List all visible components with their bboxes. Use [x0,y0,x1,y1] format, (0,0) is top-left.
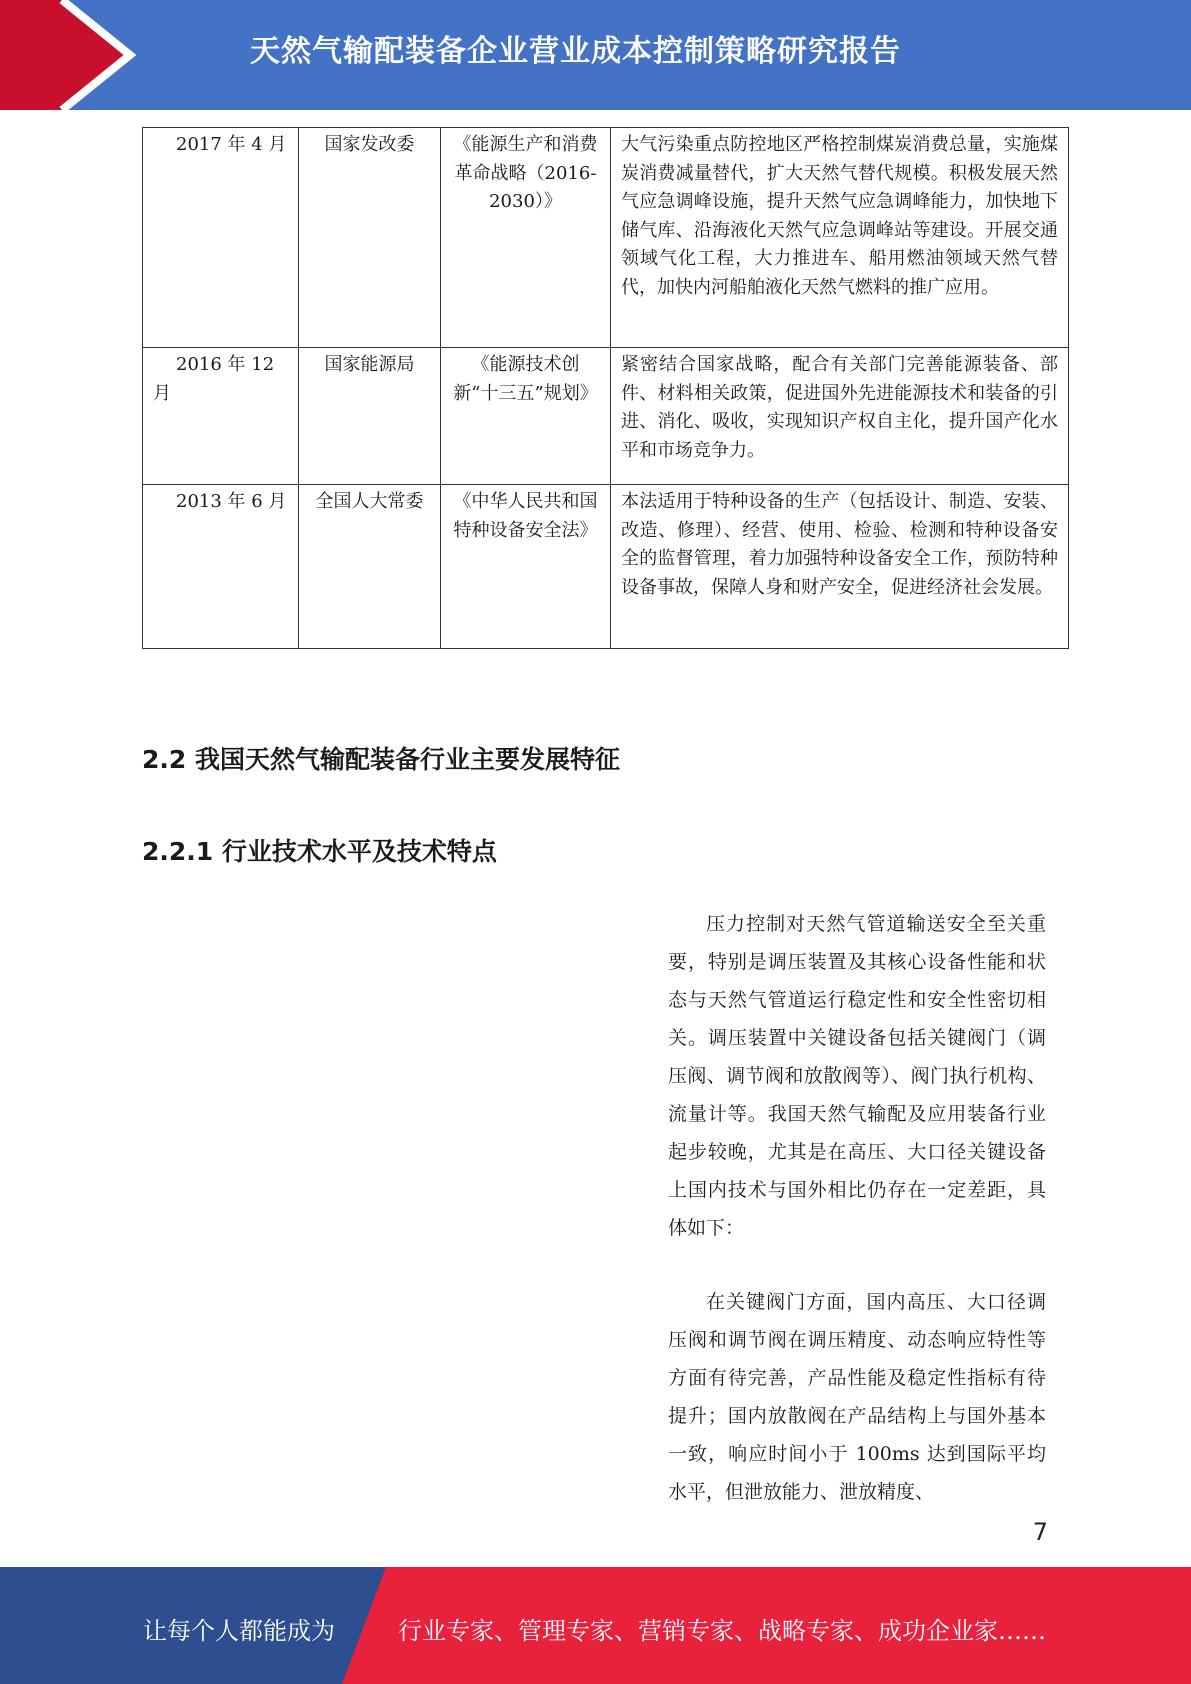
policy-content: 本法适用于特种设备的生产（包括设计、制造、安装、改造、修理）、经营、使用、检验、检测和特种设备安全的监督管理，着力加强特种设备安全工作，预防特种设备事故，保障人身和财产安全，促进经济社会发展。 [611,485,1069,649]
policy-document: 《中华人民共和国特种设备安全法》 [441,485,611,649]
policy-table [142,127,1069,649]
body-paragraph: 在关键阀门方面，国内高压、大口径调压阀和调节阀在调压精度、动态响应特性等方面有待完善，产品性能及稳定性指标有待提升；国内放散阀在产品结构上与国外基本一致，响应时间小于 100ms 达到国际平均水平，但泄放能力、泄放精度、 [668,1291,1046,1503]
table-row [143,485,1069,649]
policy-date: 2013 年 6 月 [143,485,299,649]
policy-document: 《能源生产和消费革命战略（2016-2030）》 [441,128,611,348]
policy-document: 《能源技术创新“十三五”规划》 [441,348,611,485]
subsection-heading: 2.2.1 行业技术水平及技术特点 [142,837,497,866]
footer-slogan-right: 行业专家、管理专家、营销专家、战略专家、成功企业家…… [398,1617,1046,1645]
page-footer [0,1567,1191,1684]
policy-issuer: 国家发改委 [299,128,441,348]
section-heading: 2.2 我国天然气输配装备行业主要发展特征 [142,745,620,774]
page-number: 7 [1032,1518,1048,1546]
table-row [143,348,1069,485]
policy-date: 2016 年 12 月 [143,348,299,485]
policy-issuer: 全国人大常委 [299,485,441,649]
policy-date: 2017 年 4 月 [143,128,299,348]
page-header [0,0,1191,110]
policy-content: 紧密结合国家战略，配合有关部门完善能源装备、部件、材料相关政策，促进国外先进能源技术和装备的引进、消化、吸收，实现知识产权自主化，提升国产化水平和市场竞争力。 [611,348,1069,485]
policy-issuer: 国家能源局 [299,348,441,485]
policy-content: 大气污染重点防控地区严格控制煤炭消费总量，实施煤炭消费减量替代，扩大天然气替代规模。积极发展天然气应急调峰设施，提升天然气应急调峰能力，加快地下储气库、沿海液化天然气应急调峰站等建设。开展交通领域气化工程，大力推进车、船用燃油领域天然气替代，加快内河船舶液化天然气燃料的推广应用。 [611,128,1069,348]
body-text-column [668,905,1046,1511]
body-paragraph: 压力控制对天然气管道输送安全至关重要，特别是调压装置及其核心设备性能和状态与天然气管道运行稳定性和安全性密切相关。调压装置中关键设备包括关键阀门（调压阀、调节阀和放散阀等）、阀门执行机构、流量计等。我国天然气输配及应用装备行业起步较晚，尤其是在高压、大口径关键设备上国内技术与国外相比仍存在一定差距，具体如下： [668,913,1046,1239]
report-title: 天然气输配装备企业营业成本控制策略研究报告 [250,34,901,69]
table-row [143,128,1069,348]
footer-slogan-left: 让每个人都能成为 [143,1617,335,1645]
